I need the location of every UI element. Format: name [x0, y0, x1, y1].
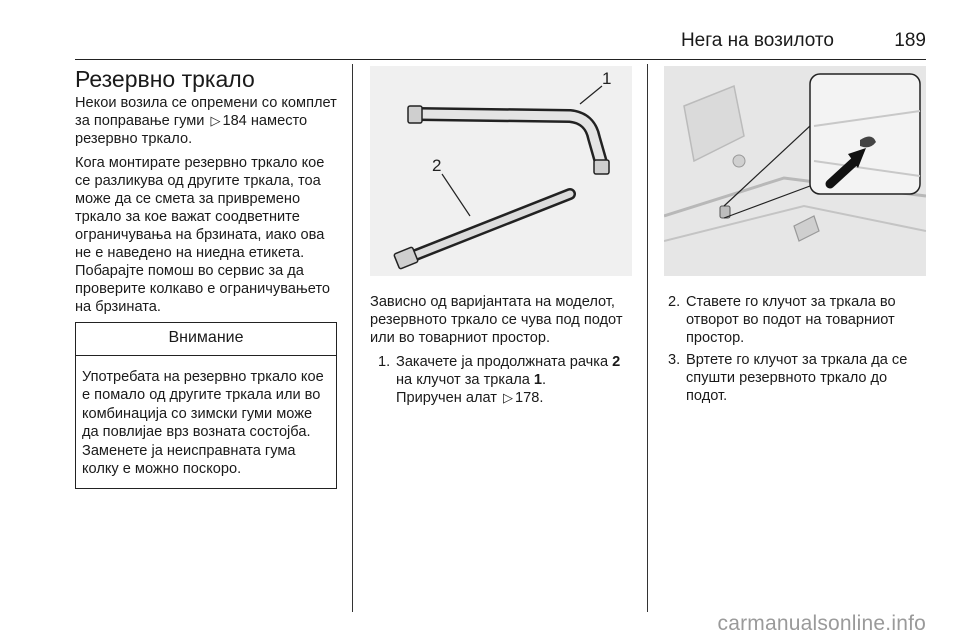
paragraph-storage: Зависно од варијантата на моделот, резервното тркало се чува под подот или во товарниот простор. — [370, 294, 623, 346]
step-1: 1. Закачете ја продолжната рачка 2 на клучот за тркала 1. Приручен алат ▷ 178. — [378, 354, 621, 406]
steps-list — [370, 353, 632, 407]
section-title: Резервно тркало — [75, 66, 255, 92]
steps-list-continued — [664, 293, 926, 405]
column-divider — [352, 64, 353, 612]
warning-box — [75, 322, 337, 489]
page-number: 189 — [894, 30, 926, 51]
step-2: 2. Ставете го клучот за тркала во отворот во подот на товарниот простор. — [668, 294, 896, 346]
cargo-floor-illustration — [664, 66, 926, 276]
column-1 — [75, 66, 337, 489]
column-divider — [647, 64, 648, 612]
paragraph-temporary-wheel: Кога монтирате резервно тркало кое се разликува од другите тркала, тоа може да се смета за привремено тркало за кое важат соодветните ограничувања на брзината, иако ова не е наведено на ниедна етикета. Побарајте помош во сервис за да проверите колкаво е ограничувањето на брзината. — [75, 155, 331, 315]
page-reference[interactable]: 178 — [515, 390, 540, 406]
figure-cargo-floor — [664, 66, 926, 276]
figure-label-1: 1 — [602, 69, 612, 88]
page-header — [75, 30, 926, 60]
figure-label-2: 2 — [432, 156, 442, 175]
figure-wheel-wrench — [370, 66, 632, 276]
warning-title: Внимание — [76, 323, 336, 356]
step-3: 3. Вртете го клучот за тркала да се спушти резервното тркало до подот. — [668, 352, 908, 404]
column-2 — [370, 66, 632, 411]
header-title: Нега на возилото — [680, 30, 834, 51]
paragraph-intro: Некои возила се опремени со комплет за поправање гуми ▷ 184 наместо резервно тркало. — [75, 95, 337, 147]
watermark: carmanualsonline.info — [717, 612, 926, 635]
page-reference[interactable]: 184 — [222, 113, 247, 129]
column-3 — [664, 66, 926, 409]
warning-body: Употребата на резервно тркало кое е помало од другите тркала или во комбинација со зимски гуми може да повлијае врз возната состојба. Заменете ја неисправната гума колку е можно поскоро. — [82, 369, 324, 478]
ref-triangle-icon: ▷ — [503, 390, 514, 405]
wheel-wrench-illustration — [370, 66, 632, 276]
ref-triangle-icon: ▷ — [210, 113, 221, 128]
